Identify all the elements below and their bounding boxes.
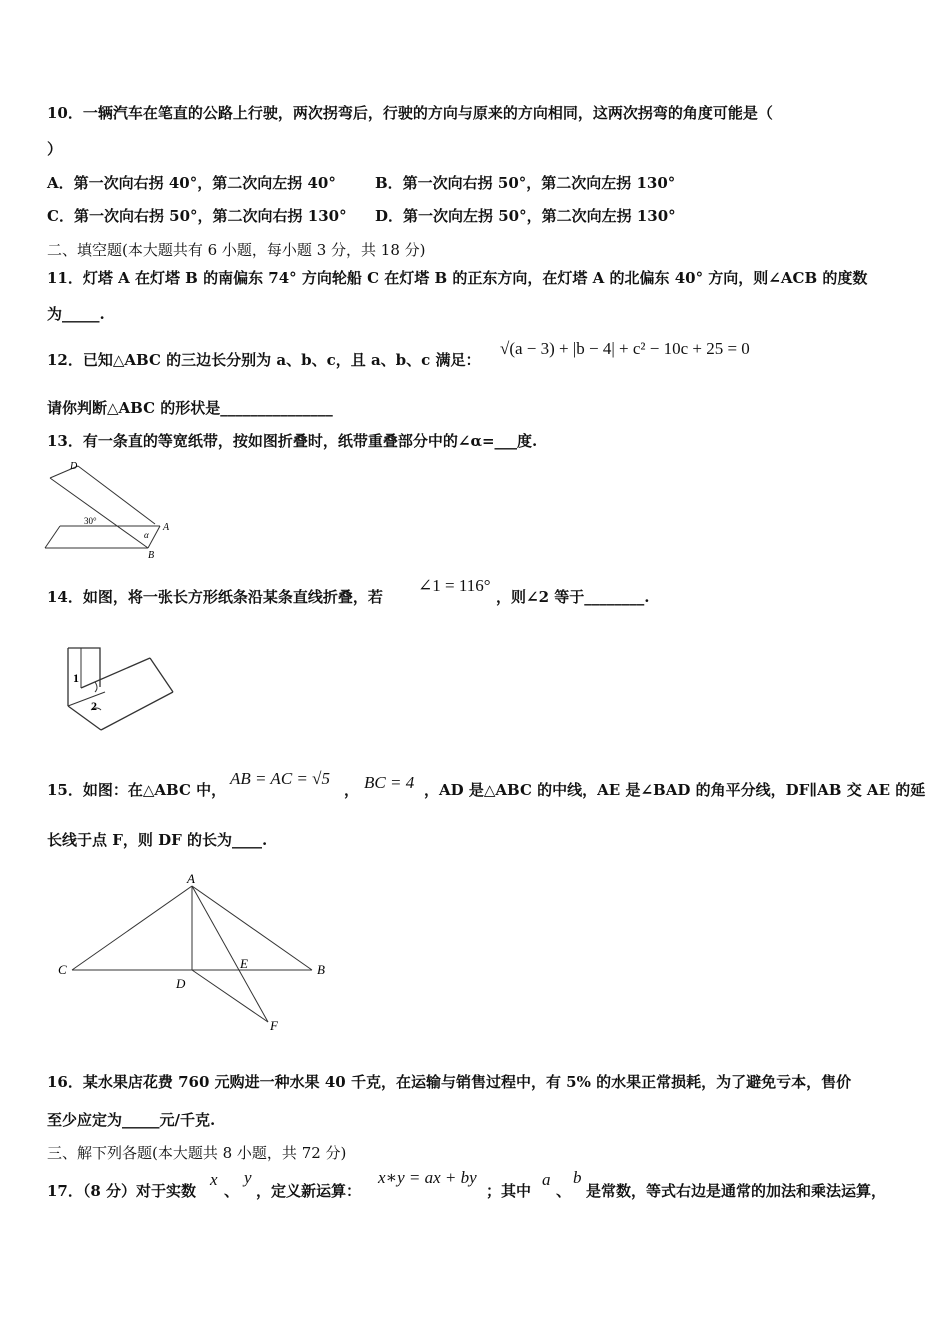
q14-right-end <box>150 658 173 692</box>
q14-label-1: 1 <box>73 671 79 685</box>
q15-side-ab <box>192 886 312 970</box>
q15-rest: ，AD 是△ABC 的中线，AE 是∠BAD 的角平分线，DF∥AB 交 AE 的延 <box>424 781 926 799</box>
q16-text: 16．某水果店花费 760 元购进一种水果 40 千克，在运输与销售过程中，有 5% 的水果正常损耗，为了避免亏本，售价 <box>47 1073 852 1091</box>
q17-dun: 、 <box>224 1182 240 1200</box>
q17-var-b: b <box>573 1168 582 1187</box>
q10-paren-close: ） <box>47 140 63 158</box>
q14-label-2: 2 <box>91 699 97 713</box>
q17-mid: ，定义新运算： <box>256 1182 362 1200</box>
q17-formula: x∗y = ax + by <box>378 1168 477 1187</box>
q11-text: 11．灯塔 A 在灯塔 B 的南偏东 74° 方向轮船 C 在灯塔 B 的正东方向，在灯塔 A 的北偏东 40° 方向，则∠ACB 的度数 <box>47 269 868 287</box>
q14-cont: ，则∠2 等于________. <box>496 588 650 606</box>
q12-text: 12．已知△ABC 的三边长分别为 a、b、c，且 a、b、c 满足： <box>47 351 481 369</box>
q13-fold-line <box>148 526 160 548</box>
q15-label-f: F <box>270 1018 278 1033</box>
q12-cont: 请你判断△ABC 的形状是_______________ <box>47 399 333 417</box>
q13-label-a: A <box>163 522 170 533</box>
q17-var-y: y <box>244 1168 252 1187</box>
q10-option-a: A．第一次向右拐 40°，第二次向左拐 40° <box>47 174 336 192</box>
q15-label-a: A <box>187 871 195 886</box>
q17-dun2: 、 <box>556 1182 572 1200</box>
q16-cont: 至少应定为_____元/千克. <box>47 1111 216 1129</box>
q13-label-d: D <box>70 461 78 472</box>
q15-label-c: C <box>58 962 67 977</box>
q12-formula: √(a − 3) + |b − 4| + c² − 10c + 25 = 0 <box>500 339 750 358</box>
q13-strip-edge-bottom <box>50 478 148 548</box>
q15-formula2: BC = 4 <box>364 773 415 792</box>
q17-mid2: ；其中 <box>486 1182 532 1200</box>
q14-bottom-right <box>101 692 173 730</box>
q15-cont: 长线于点 F，则 DF 的长为____. <box>47 831 268 849</box>
q15-formula1: AB = AC = √5 <box>230 769 330 788</box>
q14-figure <box>55 640 185 735</box>
q13-label-angle: 30° <box>84 516 97 526</box>
q15-label-e: E <box>240 956 248 971</box>
q15-text: 15．如图：在△ABC 中， <box>47 781 227 799</box>
q14-formula: ∠1 = 116° <box>418 576 491 595</box>
q17-var-x: x <box>210 1170 218 1189</box>
q17-end: 是常数，等式右边是通常的加法和乘法运算， <box>586 1182 887 1200</box>
q15-label-b: B <box>317 962 325 977</box>
section2-title: 二、填空题(本大题共有 6 小题，每小题 3 分，共 18 分) <box>47 241 426 259</box>
q14-crease <box>68 692 105 706</box>
q17-text: 17．（8 分）对于实数 <box>47 1182 197 1200</box>
q11-cont: 为_____. <box>47 305 105 323</box>
q17-var-a: a <box>542 1170 551 1189</box>
q13-label-b: B <box>148 550 155 560</box>
q15-bisector-af <box>192 886 268 1022</box>
q14-angle1-arc <box>95 682 97 692</box>
q15-label-d: D <box>176 976 186 991</box>
q10-option-b: B．第一次向右拐 50°，第二次向左拐 130° <box>375 174 676 192</box>
q10-stem: 10．一辆汽车在笔直的公路上行驶，两次拐弯后，行驶的方向与原来的方向相同，这两次拐弯的角度可能是（ <box>47 104 773 122</box>
q13-figure <box>40 458 190 560</box>
q13-text: 13．有一条直的等宽纸带，按如图折叠时，纸带重叠部分中的∠α=___度. <box>47 432 538 450</box>
q10-option-d: D．第一次向左拐 50°，第二次向左拐 130° <box>375 207 676 225</box>
q15-sep: ， <box>344 781 360 799</box>
q13-label-alpha: α <box>144 530 149 540</box>
q13-horizontal-end <box>45 526 60 548</box>
q14-text: 14．如图，将一张长方形纸条沿某条直线折叠，若 <box>47 588 383 606</box>
q15-side-ac <box>72 886 192 970</box>
section3-title: 三、解下列各题(本大题共 8 小题，共 72 分) <box>47 1144 347 1162</box>
q15-figure <box>50 870 340 1040</box>
q10-option-c: C．第一次向右拐 50°，第二次向右拐 130° <box>47 207 347 225</box>
q14-fold-top <box>81 658 150 688</box>
q15-segment-df <box>192 970 268 1022</box>
